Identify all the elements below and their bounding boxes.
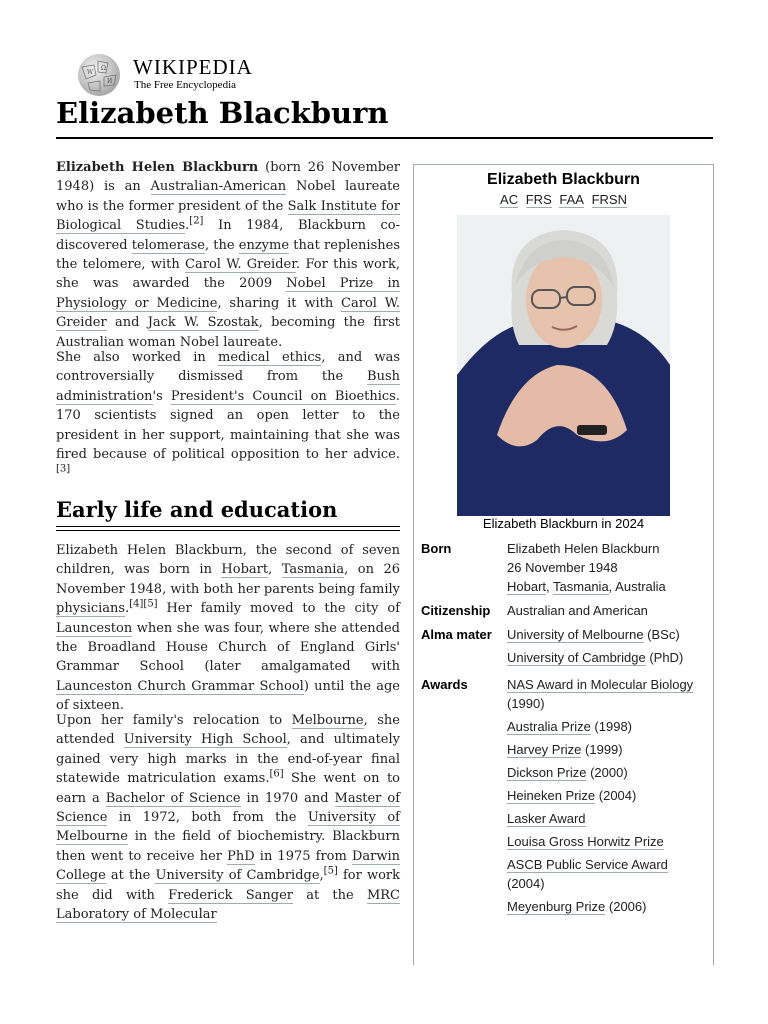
wikipedia-tagline: The Free Encyclopedia <box>134 79 237 91</box>
link-frederick-sanger[interactable]: Frederick Sanger <box>168 887 294 903</box>
born-name: Elizabeth Helen Blackburn <box>507 541 660 556</box>
citizenship-value: Australian and American <box>507 603 648 618</box>
text-run: (1999) <box>581 742 623 757</box>
text-run: in the field of biochemistry. Blackburn then went to receive her <box>56 829 400 864</box>
text-run: in 1972, both from the <box>107 810 308 826</box>
list-item <box>507 625 707 644</box>
text-run: , sharing it with <box>217 295 342 311</box>
text-run: . <box>125 601 130 617</box>
link-launceston-church-grammar-school[interactable]: Launceston Church Grammar School <box>56 678 304 694</box>
link-carol-w-greider[interactable]: Carol W. Greider <box>56 295 400 331</box>
early-life-paragraph-1 <box>56 541 400 716</box>
link-university-of-melbourne[interactable]: University of Melbourne <box>56 810 400 845</box>
citation-ref[interactable]: [6] <box>269 768 284 780</box>
list-item <box>507 763 707 782</box>
list-item <box>507 648 707 667</box>
link-lasker-award[interactable]: Lasker Award <box>507 811 586 826</box>
link-australia-prize[interactable]: Australia Prize <box>507 719 591 734</box>
link-hobart[interactable]: Hobart <box>507 579 547 594</box>
infobox <box>413 164 714 965</box>
text-run: , the <box>204 237 239 253</box>
section-divider <box>56 526 400 531</box>
link-nobel-prize-in-physiology-or-medicine[interactable]: Nobel Prize in Physiology or Medicine <box>56 276 400 311</box>
list-item <box>507 832 707 851</box>
link-meyenburg-prize[interactable]: Meyenburg Prize <box>507 899 606 914</box>
awards-label: Awards <box>421 677 468 692</box>
text-run: . 170 scientists signed an open letter to the president in her support, maintaining that she was fired because of political opposition to her advice. <box>56 388 400 463</box>
text-run: (born 26 November 1948) is an <box>56 160 401 195</box>
text-run: , she attended <box>56 713 400 748</box>
list-item <box>507 786 707 805</box>
text-run: in 1970 and <box>240 790 335 806</box>
text-run: , becoming the first Australian woman Nobel laureate. <box>56 315 401 350</box>
portrait-photo[interactable] <box>457 215 670 516</box>
link-hobart[interactable]: Hobart <box>221 562 269 578</box>
honor-frs-link[interactable]: FRS <box>525 192 552 207</box>
text-run: (1990) <box>507 696 545 711</box>
text-run: , and ultimately gained very high marks in the end-of-year final statewide matriculation exams. <box>56 732 400 787</box>
text-run: (2004) <box>595 788 637 803</box>
text-run: (BSc) <box>643 627 680 642</box>
link-australian-american[interactable]: Australian-American <box>150 179 287 195</box>
link-melbourne[interactable]: Melbourne <box>291 713 364 728</box>
born-place <box>507 577 707 596</box>
text-run: In 1984, Blackburn co-discovered <box>56 218 401 253</box>
text-run: , and was controversially dismissed from the <box>56 350 400 385</box>
link-dickson-prize[interactable]: Dickson Prize <box>507 765 587 780</box>
list-item <box>507 740 707 759</box>
text-run: , <box>546 579 554 594</box>
text-run: Nobel laureate who is the former president of the <box>56 179 400 214</box>
honor-frsn-link[interactable]: FRSN <box>591 192 627 207</box>
text-run: . For this work, she was awarded the 2009 <box>56 257 401 292</box>
link-salk-institute-for-biological-studies[interactable]: Salk Institute for Biological Studies <box>56 198 400 234</box>
link-physicians[interactable]: physicians <box>56 601 126 617</box>
text-run: ) until the age of sixteen. <box>56 678 400 714</box>
text-run: Elizabeth Helen Blackburn, the second of seven children, was born in <box>56 543 400 578</box>
born-label: Born <box>421 541 452 556</box>
honor-ac-link[interactable]: AC <box>500 192 519 207</box>
link-president-s-council-on-bioethics[interactable]: President's Council on Bioethics <box>170 388 396 404</box>
text-run: (2006) <box>605 899 647 914</box>
link-enzyme[interactable]: enzyme <box>238 237 290 253</box>
intro-paragraph-1 <box>56 158 400 352</box>
link-mrc-laboratory-of-molecular[interactable]: MRC Laboratory of Molecular <box>56 887 400 923</box>
text-run: Her family moved to the city of <box>157 601 400 617</box>
link-launceston[interactable]: Launceston <box>56 620 133 636</box>
text-run: , <box>319 868 324 884</box>
svg-text:W: W <box>87 69 94 76</box>
list-item <box>507 717 707 736</box>
infobox-honors <box>414 192 713 207</box>
list-item <box>507 855 707 893</box>
link-telomerase[interactable]: telomerase <box>131 237 205 253</box>
alma-mater-list <box>507 625 707 671</box>
link-medical-ethics[interactable]: medical ethics <box>218 350 322 365</box>
text-run: at the <box>293 887 367 903</box>
citation-ref[interactable]: [2] <box>189 215 204 227</box>
link-tasmania[interactable]: Tasmania <box>553 579 609 594</box>
text-run: She went on to earn a <box>56 771 400 806</box>
title-divider <box>56 137 713 139</box>
list-item <box>507 809 707 828</box>
link-university-of-cambridge[interactable]: University of Cambridge <box>155 868 320 884</box>
link-harvey-prize[interactable]: Harvey Prize <box>507 742 582 757</box>
text-run: for work she did with <box>56 868 400 903</box>
honor-faa-link[interactable]: FAA <box>559 192 584 207</box>
text-run: at the <box>105 868 156 884</box>
link-university-high-school[interactable]: University High School <box>123 732 287 748</box>
text-run: , on 26 November 1948, with both her parents being family <box>56 562 400 597</box>
alma-mater-label: Alma mater <box>421 627 492 642</box>
text-run: 's <box>152 388 171 404</box>
born-date: 26 November 1948 <box>507 560 618 575</box>
text-run: (2004) <box>507 876 545 891</box>
list-item <box>507 897 707 916</box>
text-run: (PhD) <box>645 650 684 665</box>
citation-ref[interactable]: [4][5] <box>129 598 158 610</box>
link-university-of-cambridge[interactable]: University of Cambridge <box>507 650 646 665</box>
text-run: in 1975 from <box>254 848 352 864</box>
text-run: Upon her family's relocation to <box>56 713 292 728</box>
text-run: . <box>185 218 190 234</box>
text-run: when she was four, where she attended the Broadland House Church of England Girls' Grammar School (later amalgamated with <box>56 620 400 675</box>
link-carol-w-greider[interactable]: Carol W. Greider <box>185 257 297 273</box>
list-item <box>507 675 707 713</box>
citation-ref[interactable]: [5] <box>323 865 338 877</box>
svg-text:И: И <box>107 78 113 85</box>
link-university-of-melbourne[interactable]: University of Melbourne <box>507 627 644 642</box>
wikipedia-globe-icon[interactable] <box>74 53 124 97</box>
born-value <box>507 539 707 596</box>
link-bush-administration[interactable]: Bush administration <box>56 369 400 404</box>
text-run: that replenishes the telomere, with <box>56 237 400 273</box>
early-life-paragraph-2 <box>56 711 400 924</box>
text-run: and <box>106 315 148 331</box>
link-phd[interactable]: PhD <box>227 848 255 864</box>
section-heading-early-life: Early life and education <box>56 497 338 522</box>
svg-text:Ω: Ω <box>101 65 106 72</box>
wikipedia-wordmark[interactable]: WIKIPEDIA <box>133 55 253 79</box>
bold-text: Elizabeth Helen Blackburn <box>56 160 259 175</box>
citizenship-label: Citizenship <box>421 603 491 618</box>
link-nas-award-in-molecular-biology[interactable]: NAS Award in Molecular Biology <box>507 677 694 692</box>
link-ascb-public-service-award[interactable]: ASCB Public Service Award <box>507 857 668 872</box>
link-louisa-gross-horwitz-prize[interactable]: Louisa Gross Horwitz Prize <box>507 834 664 849</box>
link-heineken-prize[interactable]: Heineken Prize <box>507 788 596 803</box>
link-jack-w-szostak[interactable]: Jack W. Szostak <box>147 315 259 331</box>
text-run: , Australia <box>608 579 666 594</box>
link-bachelor-of-science[interactable]: Bachelor of Science <box>105 790 241 806</box>
citation-ref[interactable]: [3] <box>56 464 71 476</box>
text-run: , <box>268 562 282 578</box>
link-tasmania[interactable]: Tasmania <box>281 562 345 578</box>
infobox-name: Elizabeth Blackburn <box>487 171 640 188</box>
text-run: She also worked in <box>56 350 218 365</box>
link-master-of-science[interactable]: Master of Science <box>56 790 401 826</box>
page-title: Elizabeth Blackburn <box>56 96 389 130</box>
link-darwin-college[interactable]: Darwin College <box>56 848 400 884</box>
text-run: (2000) <box>586 765 628 780</box>
text-run: (1998) <box>590 719 633 734</box>
portrait-caption: Elizabeth Blackburn in 2024 <box>482 516 645 531</box>
intro-paragraph-2 <box>56 348 400 484</box>
awards-list <box>507 675 707 920</box>
